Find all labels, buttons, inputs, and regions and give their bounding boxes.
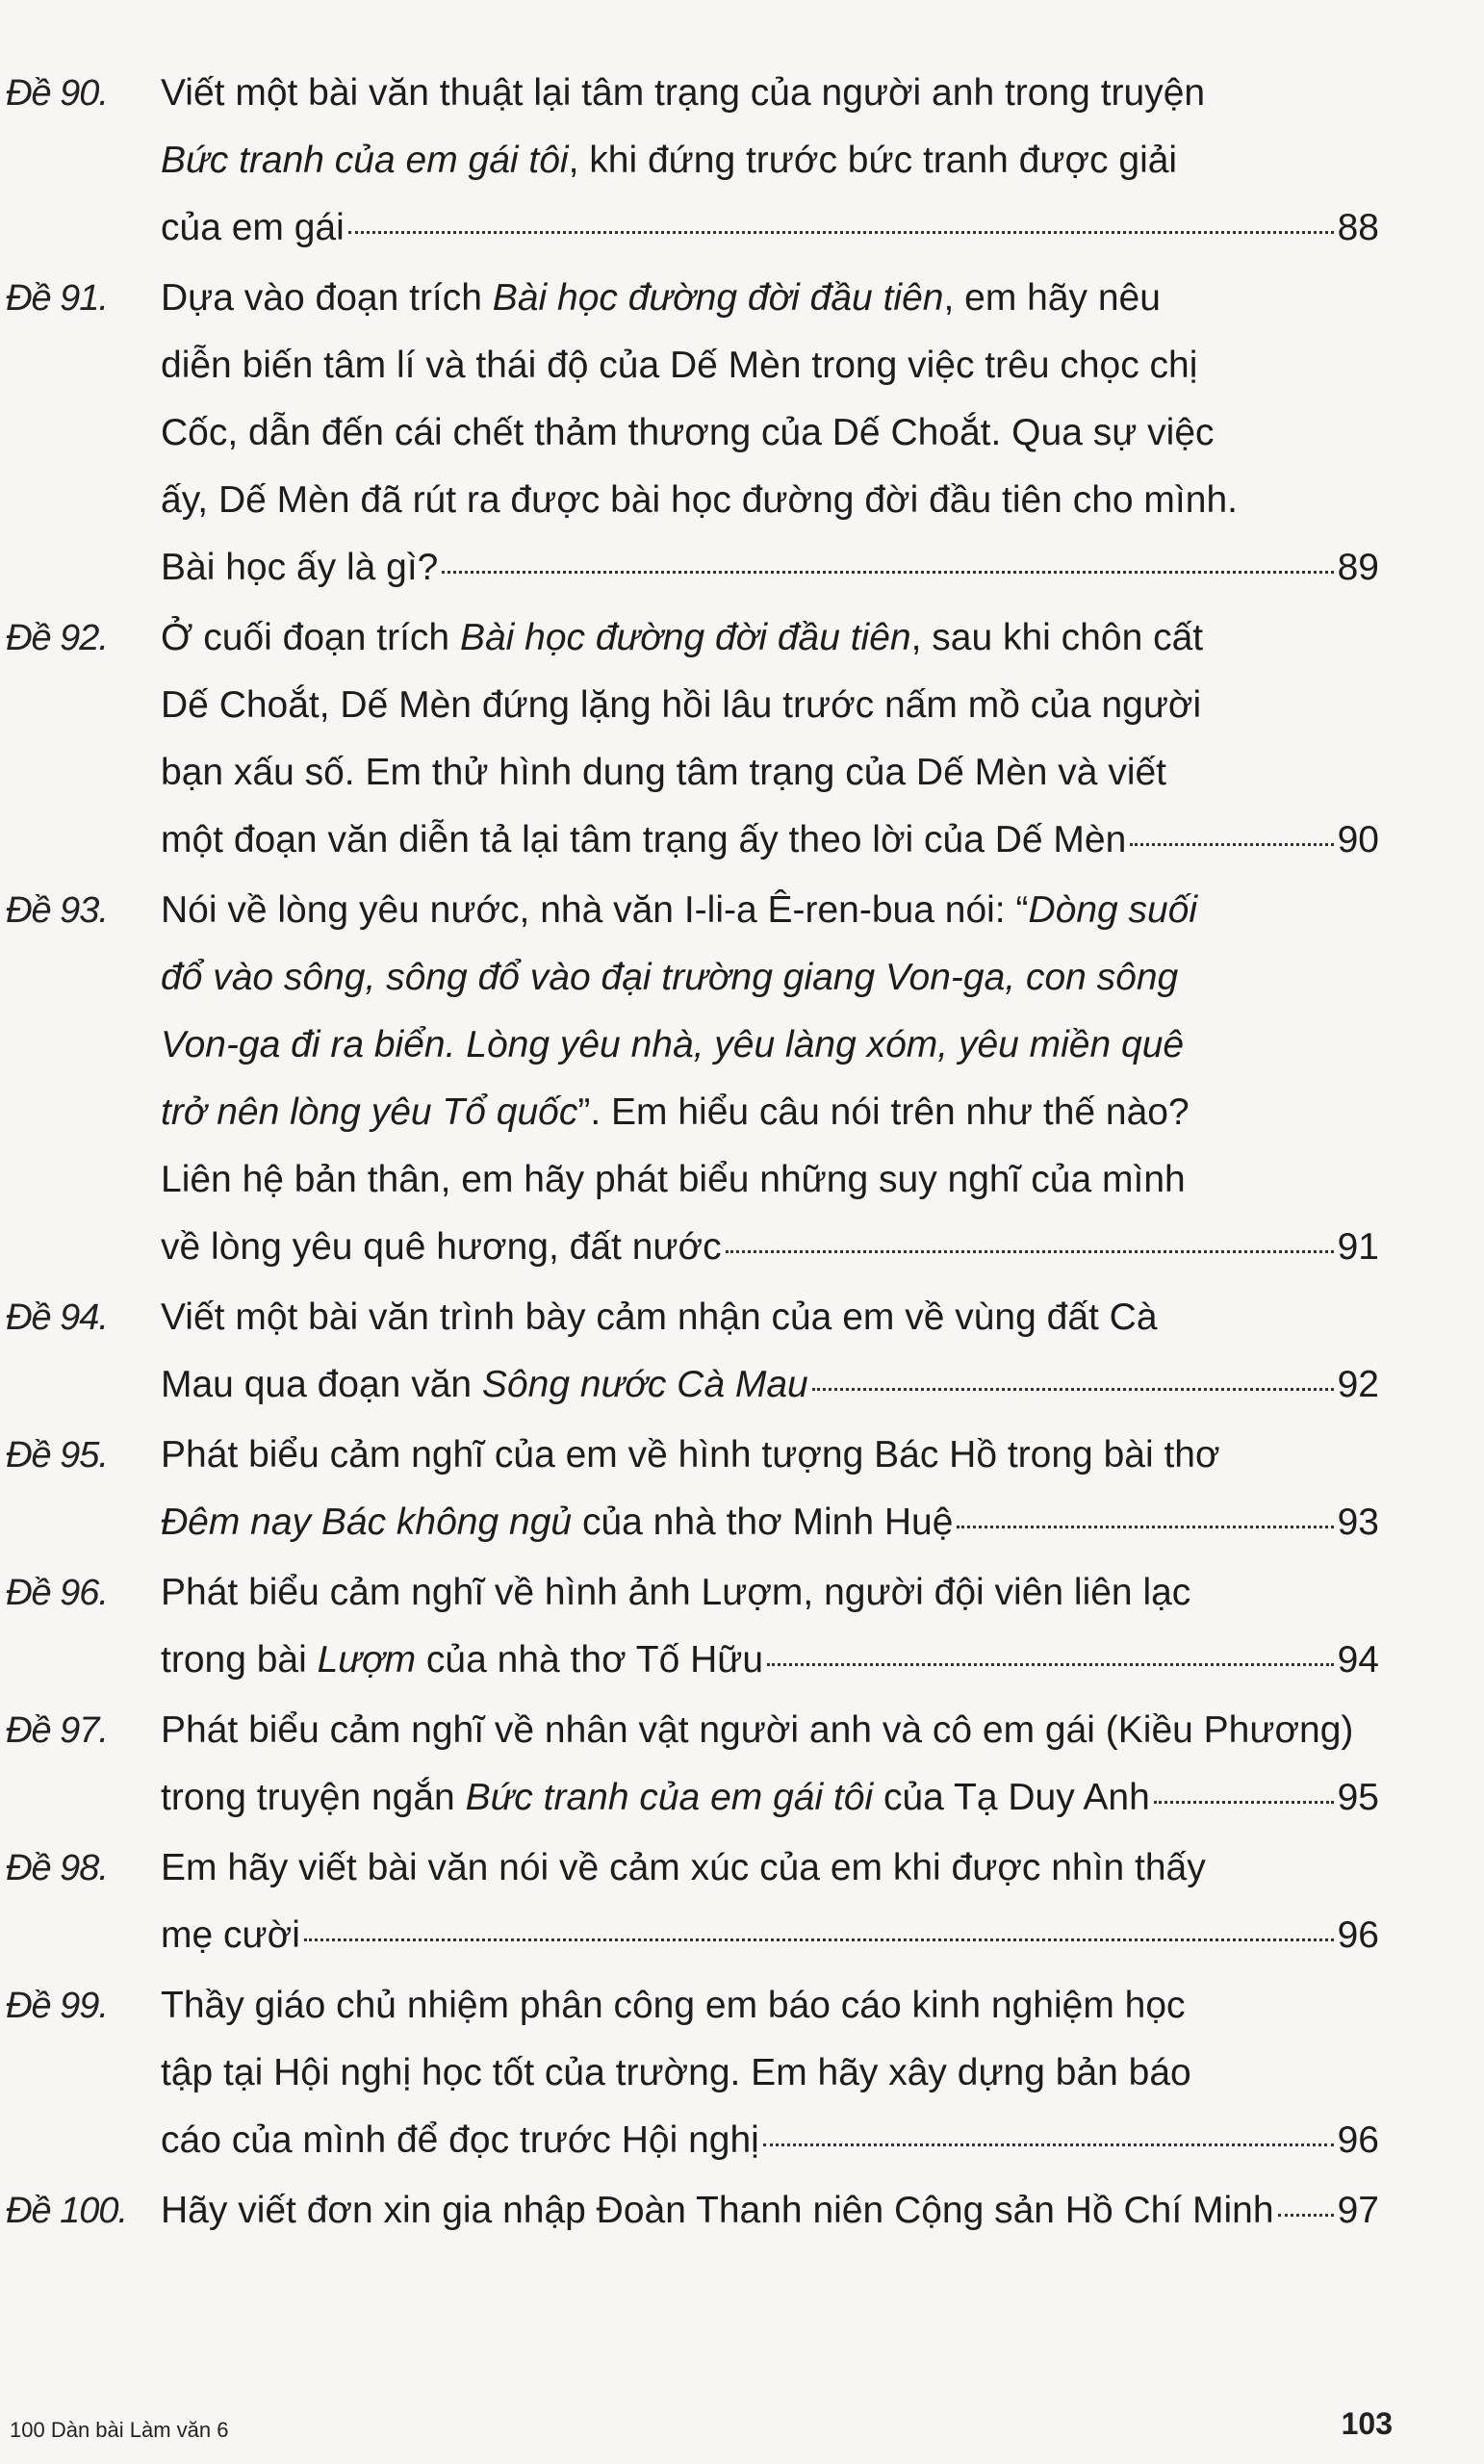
toc-entry-line [161,672,1379,739]
toc-entry-number: Đề 96. [6,1573,108,1613]
toc-entry-last-line [161,1764,1379,1832]
toc-entry-last-line [161,534,1379,602]
toc-page-number: 94 [1337,1639,1379,1681]
toc-entry [0,1835,1484,1969]
toc-entry-number: Đề 100. [6,2191,128,2231]
toc-entry-text [161,1972,1379,2174]
title-italic: Sông nước Cà Mau [481,1364,808,1405]
title-italic: Bức tranh của em gái tôi [161,140,569,181]
text-segment: Thầy giáo chủ nhiệm phân công em báo cáo kinh nghiệm học [161,1985,1186,2026]
toc-entry-number: Đề 95. [6,1435,108,1476]
toc-entry-line [161,332,1379,399]
text-segment: Liên hệ bản thân, em hãy phát biểu những suy nghĩ của mình [161,1159,1186,1200]
toc-entry-line [161,1146,1379,1214]
dot-leader [1130,842,1333,846]
toc-entry-line [161,265,1379,332]
text-segment: Hãy viết đơn xin gia nhập Đoàn Thanh niên Cộng sản Hồ Chí Minh [161,2190,1274,2231]
text-segment: Dế Choắt, Dế Mèn đứng lặng hồi lâu trước nấm mồ của người [161,684,1202,726]
toc-entry-line [161,467,1379,534]
text-segment: diễn biến tâm lí và thái độ của Dế Mèn trong việc trêu chọc chị [161,345,1198,386]
toc-entry-line [161,1079,1379,1146]
toc-entry-line [161,399,1379,467]
text-segment: Nói về lòng yêu nước, nhà văn I-li-a Ê-ren-bua nói: “ [161,889,1029,931]
toc-entry-text [161,1835,1379,1969]
text-segment: bạn xấu số. Em thử hình dung tâm trạng của Dế Mèn và viết [161,752,1167,793]
toc-entry-number: Đề 97. [6,1710,108,1751]
dot-leader [767,1662,1334,1666]
toc-entry-number: Đề 93. [6,890,108,931]
text-segment: cáo của mình để đọc trước Hội nghị [161,2119,759,2161]
toc-entry-text [161,1697,1379,1832]
toc-entry-line [161,739,1379,807]
title-italic: Lượm [317,1639,417,1681]
toc-entry-line [161,1284,1379,1351]
text-segment: , khi đứng trước bức tranh được giải [568,140,1178,181]
toc-entry-last-line [161,807,1379,874]
toc-entry-number: Đề 90. [6,73,108,114]
toc-page-number: 93 [1337,1502,1379,1543]
toc-entry-line [161,604,1379,672]
toc-entry-line [161,1489,953,1556]
toc-entry-last-line [161,2107,1379,2174]
toc-entry-line [161,1627,763,1694]
toc-entry-line [161,1351,808,1419]
toc-entry-last-line [161,1627,1379,1694]
title-italic: Đêm nay Bác không ngủ [161,1502,573,1543]
text-segment: trong bài [161,1639,318,1681]
toc-entry-text [161,1284,1379,1419]
toc-entry [0,2177,1484,2245]
toc-entry-line [161,807,1126,874]
dot-leader [957,1525,1333,1528]
text-segment: trong truyện ngắn [161,1777,466,1818]
toc-entry-line [161,2107,759,2174]
text-segment: ấy, Dế Mèn đã rút ra được bài học đường đời đầu tiên cho mình. [161,479,1238,521]
toc-entry-text [161,60,1379,262]
toc-page-number: 91 [1337,1226,1379,1268]
toc-entry-line [161,1559,1379,1627]
text-segment: của Tạ Duy Anh [873,1777,1150,1818]
toc-entry-number: Đề 98. [6,1848,108,1888]
toc-entry-text [161,2177,1379,2245]
toc-page-number: 89 [1337,547,1379,588]
text-segment: , sau khi chôn cất [910,617,1204,658]
toc-entry-line [161,944,1379,1012]
toc-entry [0,1972,1484,2174]
title-italic: Bức tranh của em gái tôi [465,1777,874,1818]
toc-page-number: 90 [1337,819,1379,860]
toc-entry-line [161,2177,1274,2245]
toc-entry-text [161,1559,1379,1694]
text-segment: tập tại Hội nghị học tốt của trường. Em hãy xây dựng bản báo [161,2052,1191,2093]
toc-entry-number: Đề 92. [6,618,108,658]
dot-leader [763,2143,1334,2146]
text-segment: Viết một bài văn thuật lại tâm trạng của người anh trong truyện [161,72,1206,114]
dot-leader [1278,2213,1334,2217]
text-segment: mẹ cười [161,1914,300,1956]
text-segment: Viết một bài văn trình bày cảm nhận của em về vùng đất Cà [161,1296,1158,1338]
toc-entry-line [161,1012,1379,1079]
toc-entry-number: Đề 99. [6,1986,108,2026]
text-segment: Cốc, dẫn đến cái chết thảm thương của Dế Choắt. Qua sự việc [161,412,1215,453]
toc-entry-text [161,604,1379,874]
text-segment: Dựa vào đoạn trích [161,277,493,319]
toc-page-number: 96 [1337,1914,1379,1956]
text-segment: của em gái [161,207,345,248]
dot-leader [726,1249,1334,1253]
toc-page-number: 88 [1337,207,1379,248]
toc-page-number: 97 [1337,2190,1379,2231]
toc-entry-last-line [161,1489,1379,1556]
toc-entry-text [161,877,1379,1281]
text-segment: , em hãy nêu [943,277,1161,319]
toc-entry-line [161,1697,1379,1764]
text-segment: Phát biểu cảm nghĩ về hình ảnh Lượm, người đội viên liên lạc [161,1572,1191,1613]
toc-page-number: 95 [1337,1777,1379,1818]
text-segment: của nhà thơ Minh Huệ [572,1502,954,1543]
toc-entry-line [161,127,1379,194]
text-segment: Phát biểu cảm nghĩ của em về hình tượng Bác Hồ trong bài thơ [161,1434,1220,1476]
toc-entry-last-line [161,194,1379,262]
dot-leader [1154,1800,1334,1804]
text-segment: Bài học ấy là gì? [161,547,439,588]
toc-entry-text [161,1422,1379,1556]
toc-entry-number: Đề 94. [6,1297,108,1338]
dot-leader [304,1938,1334,1941]
title-italic: Bài học đường đời đầu tiên [459,617,911,658]
toc-entry-line [161,534,438,602]
toc-entry-last-line [161,1351,1379,1419]
footer-book-title: 100 Dàn bài Làm văn 6 [10,2418,229,2442]
toc-entry-text [161,265,1379,602]
text-segment: Phát biểu cảm nghĩ về nhân vật người anh và cô em gái (Kiều Phương) [161,1709,1354,1751]
title-italic: trở nên lòng yêu Tổ quốc [161,1091,578,1133]
toc-entry [0,877,1484,1281]
toc-entry-line [161,1972,1379,2040]
toc-entry-line [161,877,1379,944]
title-italic: Bài học đường đời đầu tiên [492,277,944,319]
toc-entry [0,1422,1484,1556]
footer-page-number: 103 [1341,2406,1393,2441]
text-segment: một đoạn văn diễn tả lại tâm trạng ấy theo lời của Dế Mèn [161,819,1127,860]
text-segment: về lòng yêu quê hương, đất nước [161,1226,722,1268]
toc-entry [0,60,1484,262]
text-segment: của nhà thơ Tố Hữu [416,1639,764,1681]
toc-entry-number: Đề 91. [6,278,108,319]
toc-entry-line [161,60,1379,127]
toc-entry [0,1284,1484,1419]
table-of-contents [0,60,1484,2247]
toc-entry-line [161,1902,300,1969]
toc-entry-last-line [161,1902,1379,1969]
title-italic: đổ vào sông, sông đổ vào đại trường giang Von-ga, con sông [161,957,1179,998]
toc-entry [0,1697,1484,1832]
toc-entry-line [161,194,345,262]
toc-page-number: 92 [1337,1364,1379,1405]
toc-entry-line [161,2040,1379,2107]
dot-leader [442,570,1333,574]
title-italic: Von-ga đi ra biển. Lòng yêu nhà, yêu làng xóm, yêu miền quê [161,1024,1185,1065]
toc-entry [0,604,1484,874]
title-italic: Dòng suối [1028,889,1198,931]
toc-entry-line [161,1214,722,1281]
text-segment: ”. Em hiểu câu nói trên như thế nào? [577,1091,1190,1133]
toc-page-number: 96 [1337,2119,1379,2161]
toc-entry-last-line [161,2177,1379,2245]
text-segment: Em hãy viết bài văn nói về cảm xúc của em khi được nhìn thấy [161,1847,1206,1888]
dot-leader [348,230,1334,234]
toc-entry [0,265,1484,602]
text-segment: Ở cuối đoạn trích [161,617,460,658]
toc-entry-last-line [161,1214,1379,1281]
toc-entry [0,1559,1484,1694]
toc-entry-line [161,1764,1150,1832]
toc-entry-line [161,1422,1379,1489]
toc-entry-line [161,1835,1379,1902]
dot-leader [812,1387,1334,1391]
text-segment: Mau qua đoạn văn [161,1364,482,1405]
